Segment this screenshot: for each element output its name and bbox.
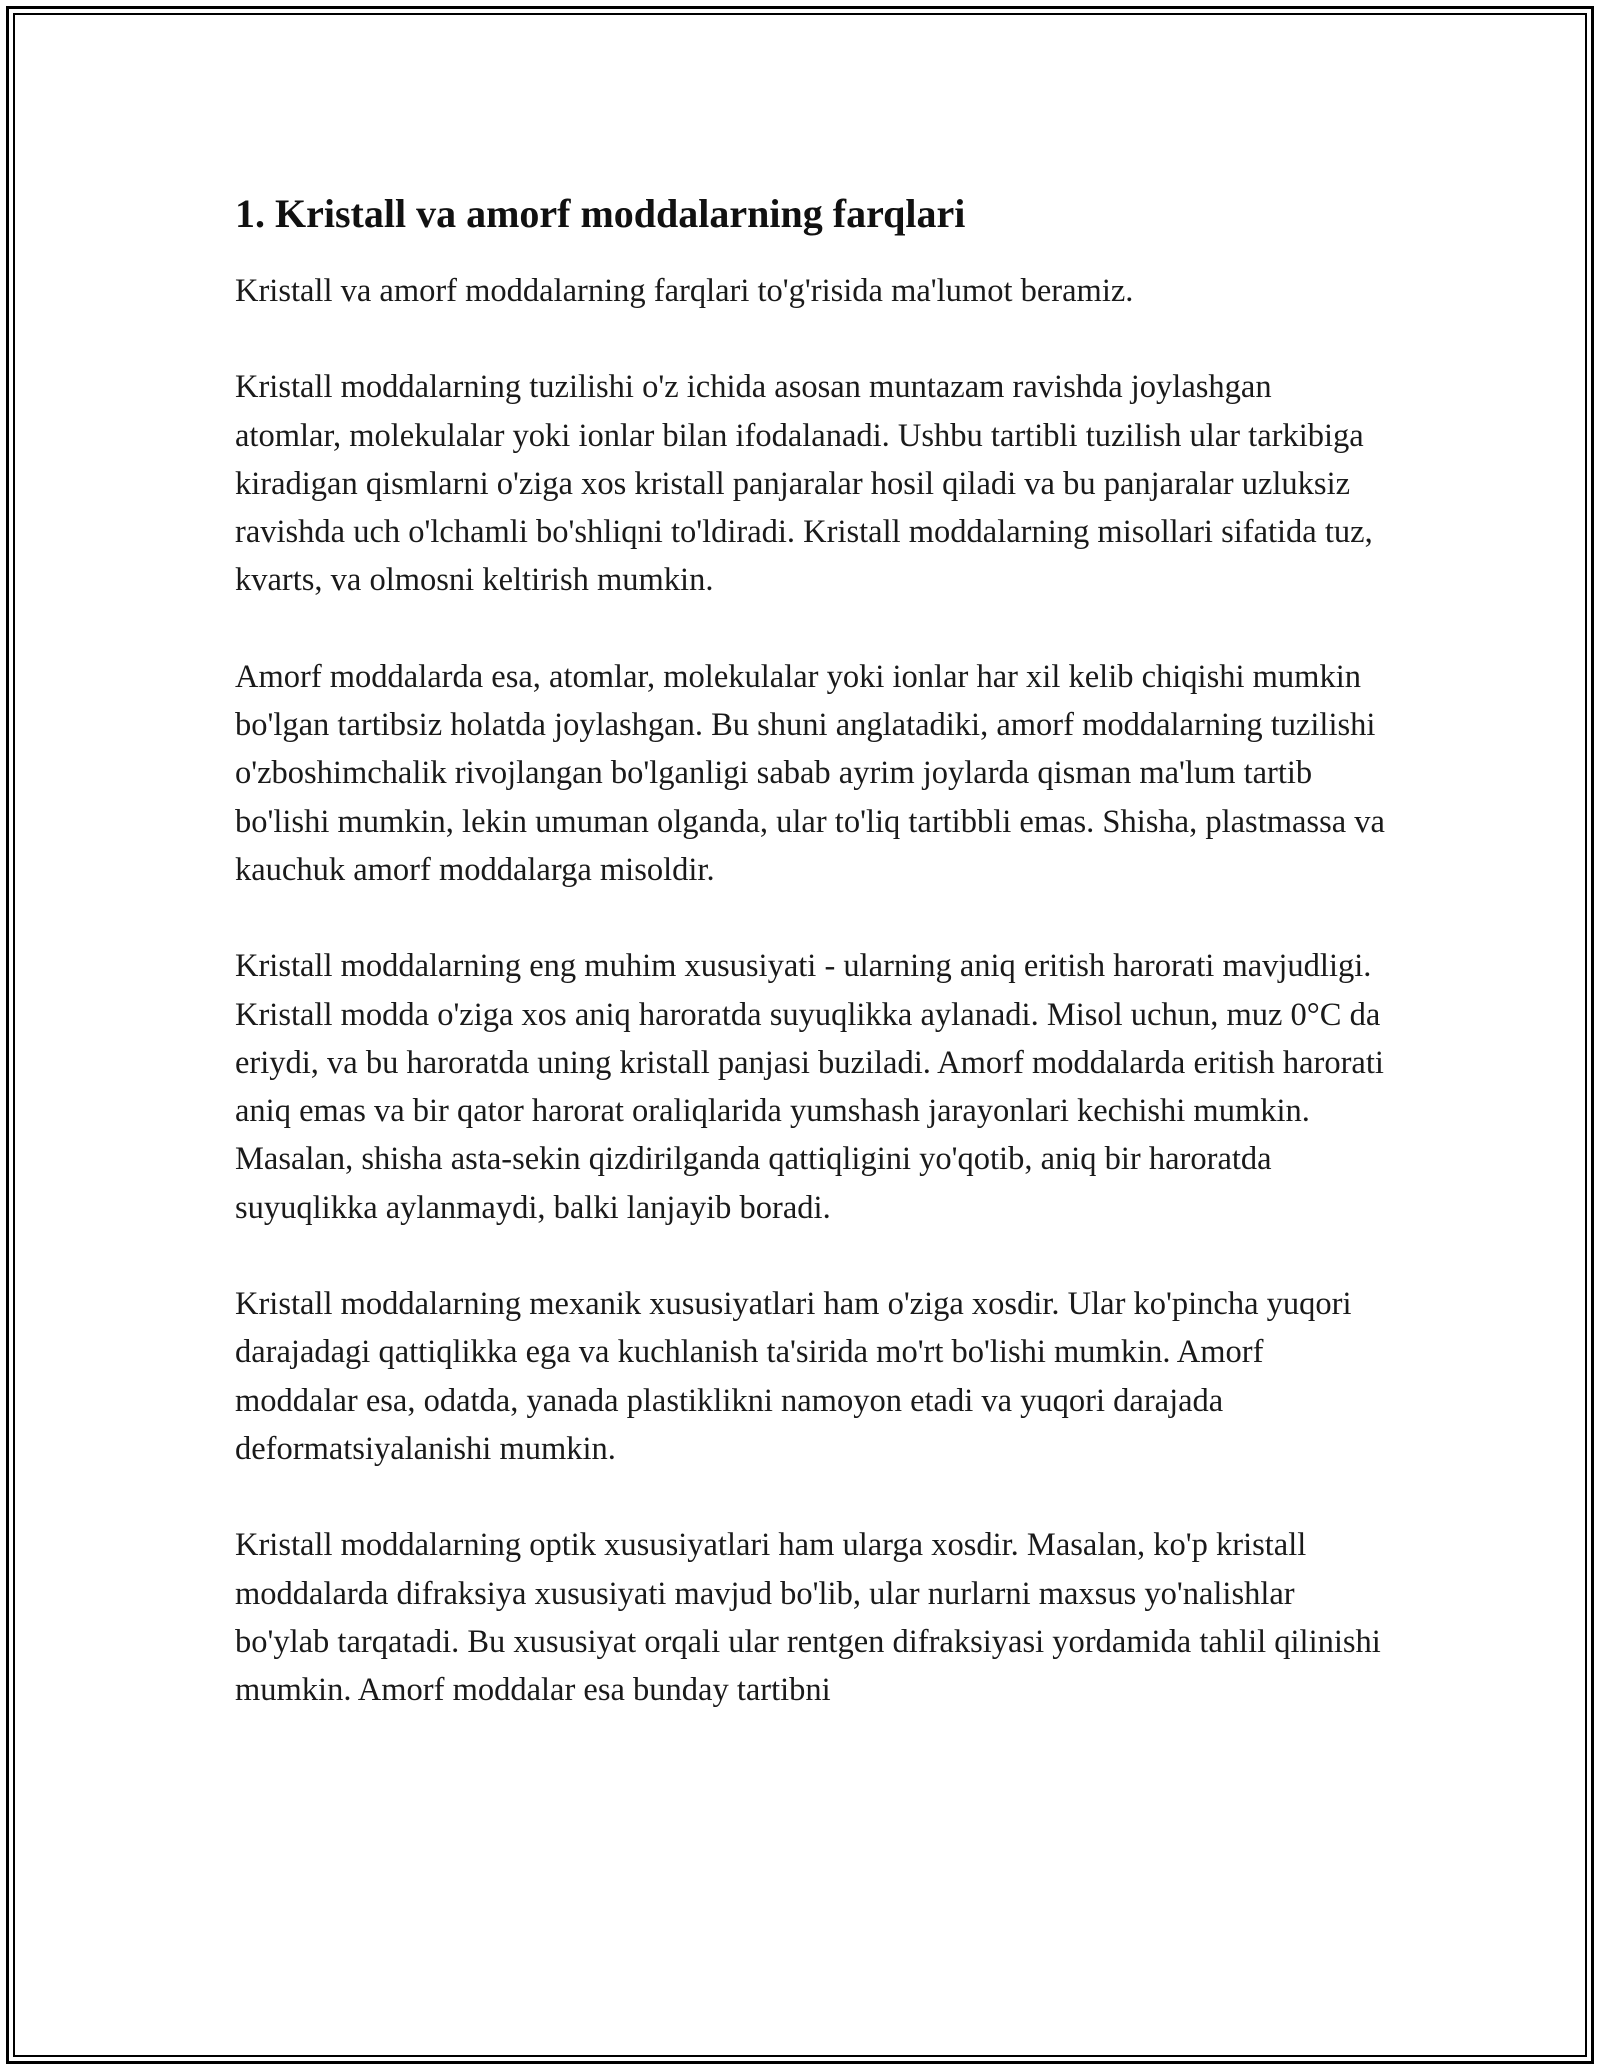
paragraph-intro: Kristall va amorf moddalarning farqlari to'g'risida ma'lumot beramiz. (235, 273, 1134, 309)
paragraph-mechanical-properties: Kristall moddalarning mexanik xususiyatlari ham o'ziga xosdir. Ular ko'pincha yuqori darajadagi qattiqlikka ega va kuchlanish ta'sirida mo'rt bo'lishi mumkin. Amorf moddalar esa, odatda, yanada plastiklikni namoyon etadi va yuqori darajada deformatsiyalanishi mumkin. (235, 1286, 1352, 1467)
paragraph-melting-point: Kristall moddalarning eng muhim xususiyati - ularning aniq eritish harorati mavjudligi. Kristall modda o'ziga xos aniq haroratda suyuqlikka aylanadi. Misol uchun, muz 0°C da eriydi, va bu haroratda uning kristall panjasi buziladi. Amorf moddalarda eritish harorati aniq emas va bir qator harorat oraliqlarida yumshash jarayonlari kechishi mumkin. Masalan, shisha asta-sekin qizdirilganda qattiqligini yo'qotib, aniq bir haroratda suyuqlikka aylanmaydi, balki lanjayib boradi. (235, 948, 1384, 1226)
section-heading: 1. Kristall va amorf moddalarning farqlari (235, 191, 966, 236)
paragraph-amorphous-structure: Amorf moddalarda esa, atomlar, molekulalar yoki ionlar har xil kelib chiqishi mumkin bo'lgan tartibsiz holatda joylashgan. Bu shuni anglatadiki, amorf moddalarning tuzilishi o'zboshimchalik rivojlangan bo'lganligi sabab ayrim joylarda qisman ma'lum tartib bo'lishi mumkin, lekin umuman olganda, ular to'liq tartibbli emas. Shisha, plastmassa va kauchuk amorf moddalarga misoldir. (235, 658, 1385, 888)
document-body (235, 183, 1385, 1762)
paragraph-optical-properties: Kristall moddalarning optik xususiyatlari ham ularga xosdir. Masalan, ko'p kristall moddalarda difraksiya xususiyati mavjud bo'lib, ular nurlarni maxsus yo'nalishlar bo'ylab tarqatadi. Bu xususiyat orqali ular rentgen difraksiyasi yordamida tahlil qilinishi mumkin. Amorf moddalar esa bunday tartibni (235, 1527, 1381, 1709)
paragraph-crystal-structure: Kristall moddalarning tuzilishi o'z ichida asosan muntazam ravishda joylashgan atomlar, molekulalar yoki ionlar bilan ifodalanadi. Ushbu tartibli tuzilish ular tarkibiga kiradigan qismlarni o'ziga xos kristall panjaralar hosil qiladi va bu panjaralar uzluksiz ravishda uch o'lchamli bo'shliqni to'ldiradi. Kristall moddalarning misollari sifatida tuz, kvarts, va olmosni keltirish mumkin. (235, 369, 1373, 599)
